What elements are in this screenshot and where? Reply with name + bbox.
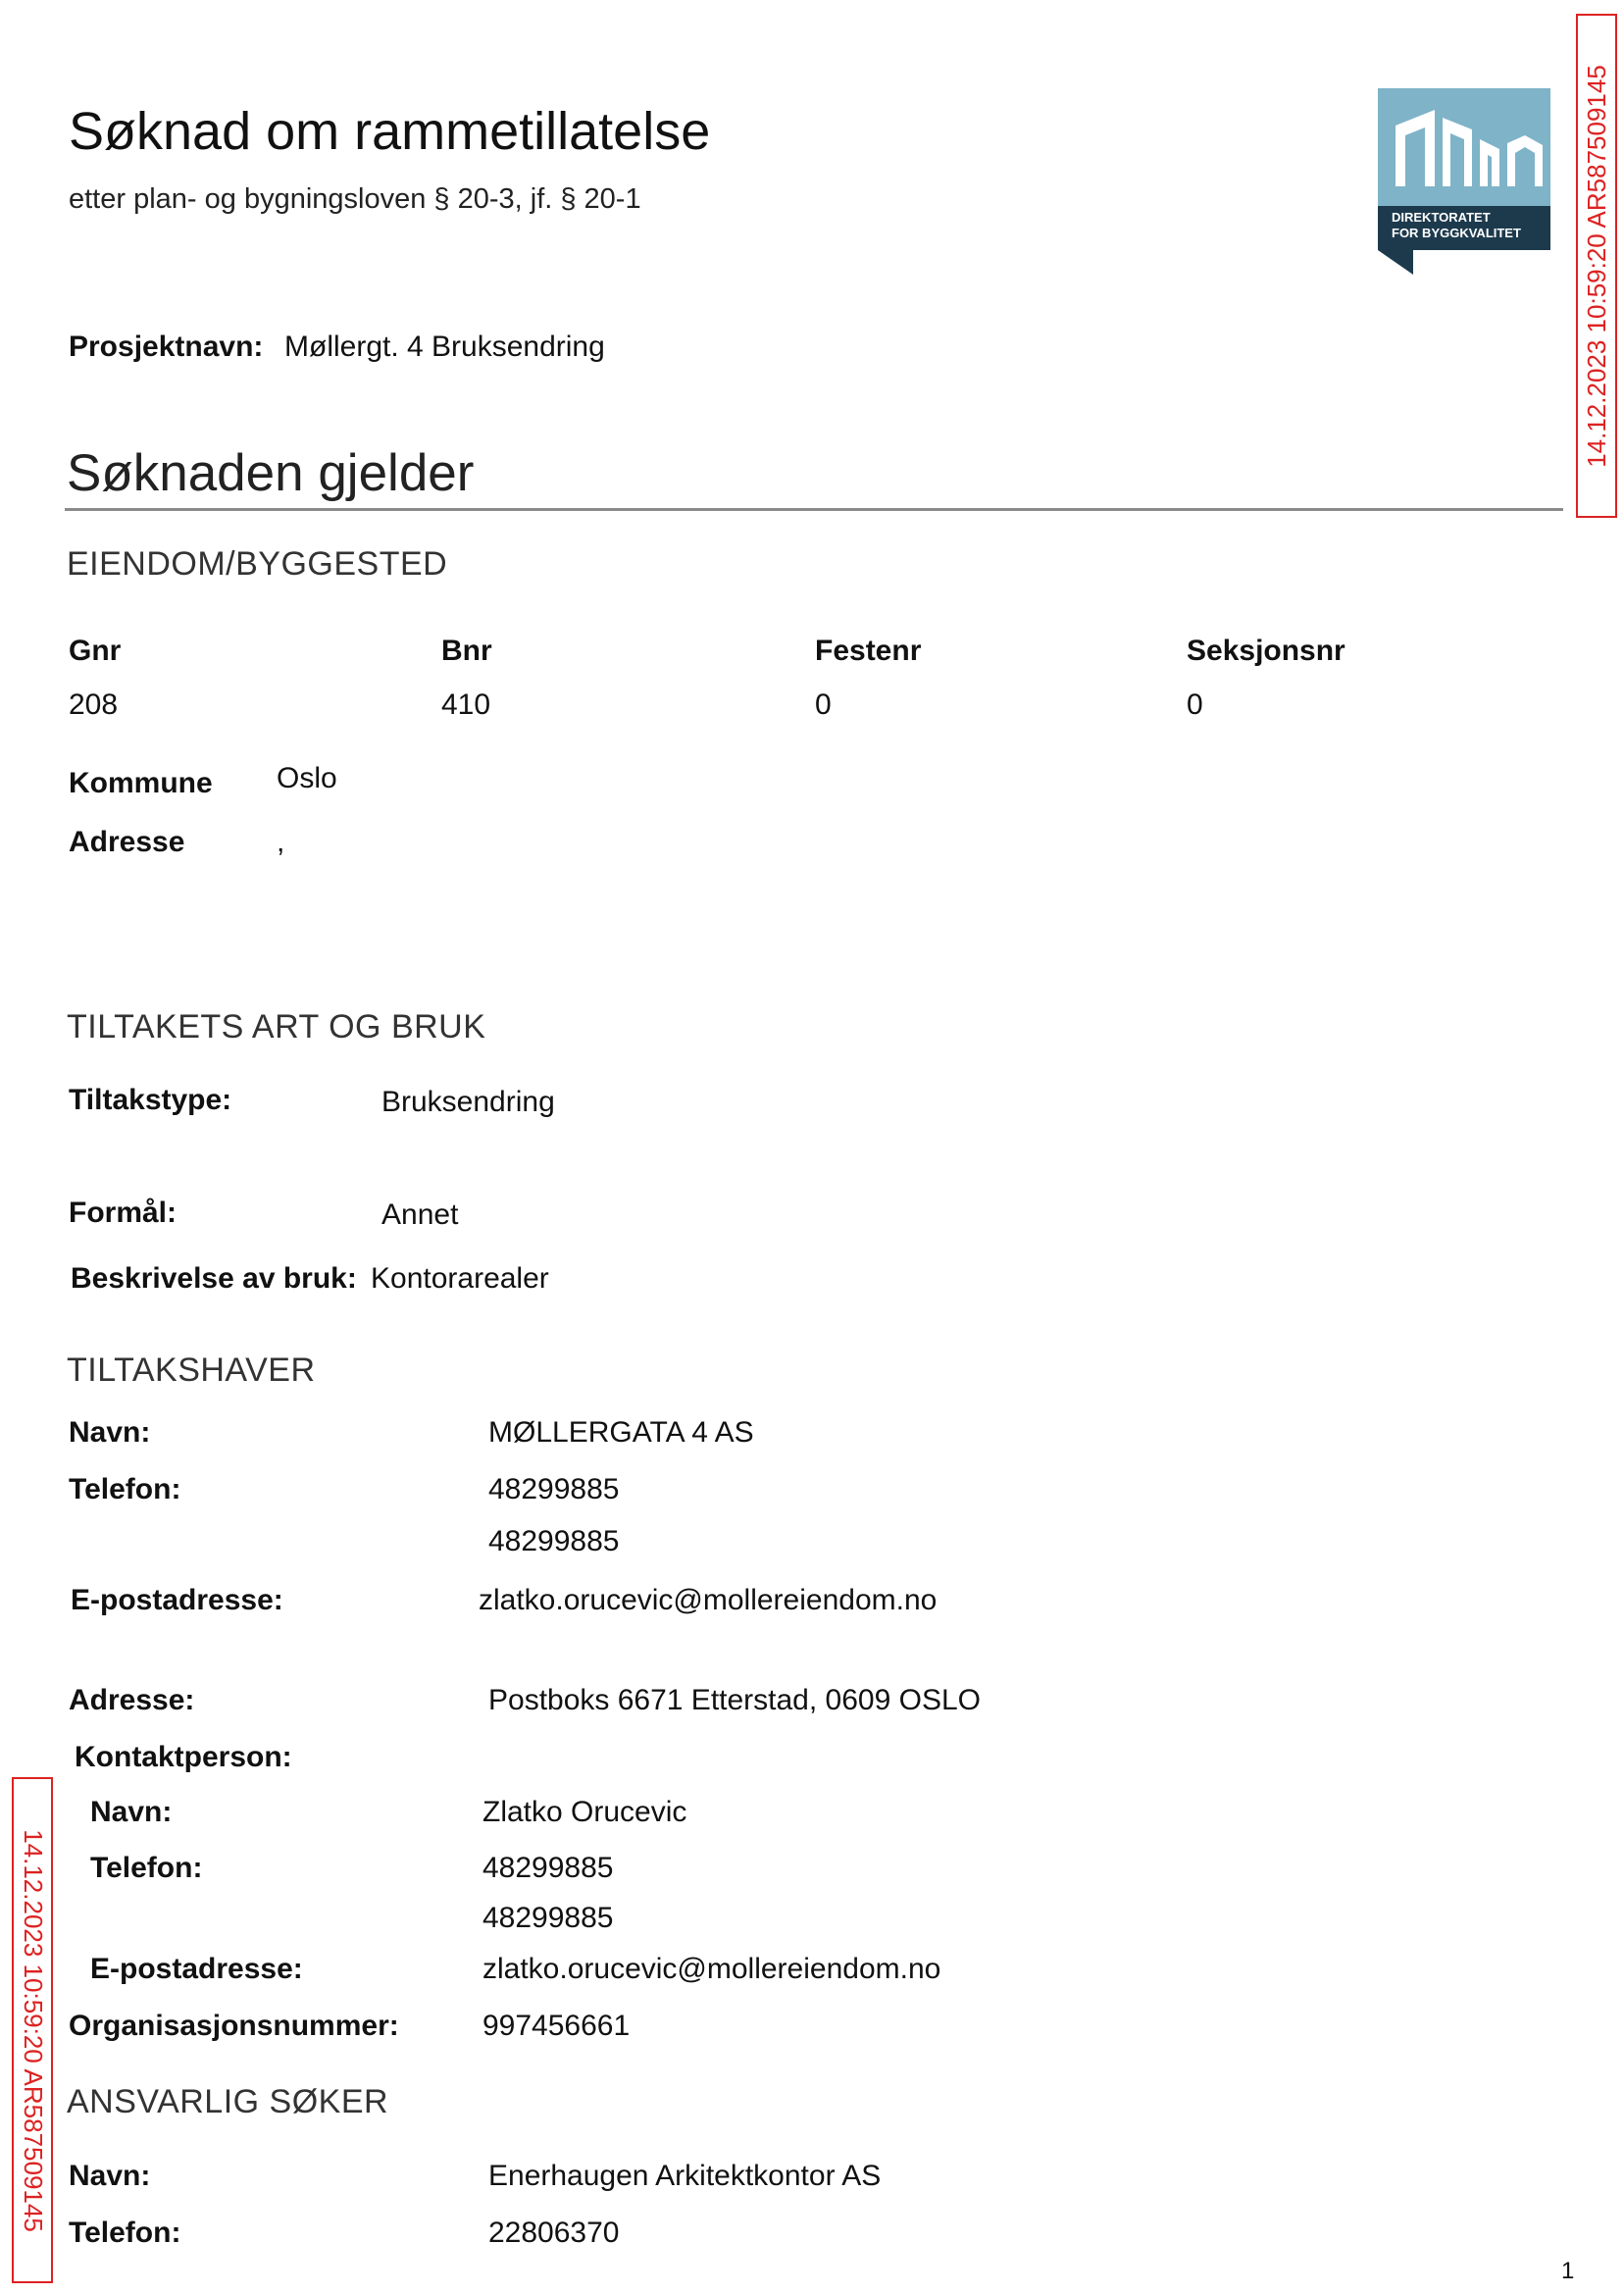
receipt-stamp-top — [1576, 14, 1617, 518]
tiltakshaver-navn-value: MØLLERGATA 4 AS — [488, 1416, 754, 1449]
gnr-value: 208 — [69, 688, 119, 721]
tiltakshaver-telefon-1: 48299885 — [488, 1473, 620, 1505]
tiltakshaver-telefon-label: Telefon: — [69, 1473, 181, 1505]
kontakt-telefon-label: Telefon: — [90, 1852, 203, 1884]
tiltakshaver-adresse-label: Adresse: — [69, 1684, 195, 1716]
tiltak-heading: TILTAKETS ART OG BRUK — [67, 1008, 486, 1045]
section-title: Søknaden gjelder — [67, 444, 475, 502]
kontakt-telefon-2: 48299885 — [482, 1902, 614, 1934]
festenr-value: 0 — [815, 688, 832, 721]
kontakt-epost-value: zlatko.orucevic@mollereiendom.no — [482, 1953, 941, 1985]
stamp-text-bottom: 14.12.2023 10:59:20 AR587509145 — [18, 1828, 48, 2232]
page-number: 1 — [1561, 2258, 1575, 2284]
beskrivelse-label: Beskrivelse av bruk: — [71, 1262, 357, 1295]
bnr-label: Bnr — [441, 635, 492, 667]
formal-value: Annet — [381, 1198, 459, 1231]
kontakt-navn-value: Zlatko Orucevic — [482, 1796, 687, 1828]
project-name-value: Møllergt. 4 Bruksendring — [284, 331, 605, 363]
tiltakstype-value: Bruksendring — [381, 1086, 555, 1118]
kontakt-navn-label: Navn: — [90, 1796, 173, 1828]
seksjonsnr-value: 0 — [1187, 688, 1203, 721]
dibk-logo — [1378, 88, 1550, 275]
ansvarlig-navn-value: Enerhaugen Arkitektkontor AS — [488, 2160, 882, 2192]
orgnr-label: Organisasjonsnummer: — [69, 2010, 399, 2042]
kommune-value: Oslo — [277, 762, 337, 794]
formal-label: Formål: — [69, 1197, 178, 1229]
beskrivelse-value: Kontorarealer — [371, 1262, 549, 1295]
adresse-label: Adresse — [69, 826, 185, 858]
tiltakshaver-heading: TILTAKSHAVER — [67, 1351, 316, 1389]
tiltakshaver-adresse-value: Postboks 6671 Etterstad, 0609 OSLO — [488, 1684, 981, 1716]
project-name-label: Prosjektnavn: — [69, 331, 264, 363]
tiltakshaver-epost-label: E-postadresse: — [71, 1584, 283, 1616]
logo-line2: FOR BYGGKVALITET — [1392, 226, 1521, 240]
festenr-label: Festenr — [815, 635, 922, 667]
ansvarlig-heading: ANSVARLIG SØKER — [67, 2083, 389, 2120]
tiltakshaver-telefon-2: 48299885 — [488, 1525, 620, 1557]
tiltakshaver-epost-value: zlatko.orucevic@mollereiendom.no — [479, 1584, 938, 1616]
logo-line1: DIREKTORATET — [1392, 210, 1491, 225]
document-title: Søknad om rammetillatelse — [69, 102, 711, 161]
seksjonsnr-label: Seksjonsnr — [1187, 635, 1345, 667]
receipt-stamp-bottom — [12, 1777, 53, 2283]
kontaktperson-label: Kontaktperson: — [75, 1741, 292, 1773]
gnr-label: Gnr — [69, 635, 122, 667]
stamp-text-top: 14.12.2023 10:59:20 AR587509145 — [1581, 64, 1611, 468]
bnr-value: 410 — [441, 688, 491, 721]
section-divider — [65, 508, 1563, 511]
document-subtitle: etter plan- og bygningsloven § 20-3, jf. § 20-1 — [69, 183, 641, 215]
ansvarlig-telefon-value: 22806370 — [488, 2217, 620, 2249]
tiltakshaver-navn-label: Navn: — [69, 1416, 151, 1449]
ansvarlig-telefon-label: Telefon: — [69, 2217, 181, 2249]
kontakt-epost-label: E-postadresse: — [90, 1953, 303, 1985]
ansvarlig-navn-label: Navn: — [69, 2160, 151, 2192]
kommune-label: Kommune — [69, 767, 213, 799]
orgnr-value: 997456661 — [482, 2010, 631, 2042]
tiltakstype-label: Tiltakstype: — [69, 1084, 232, 1116]
eiendom-heading: EIENDOM/BYGGESTED — [67, 545, 448, 583]
kontakt-telefon-1: 48299885 — [482, 1852, 614, 1884]
adresse-value: , — [277, 826, 285, 858]
